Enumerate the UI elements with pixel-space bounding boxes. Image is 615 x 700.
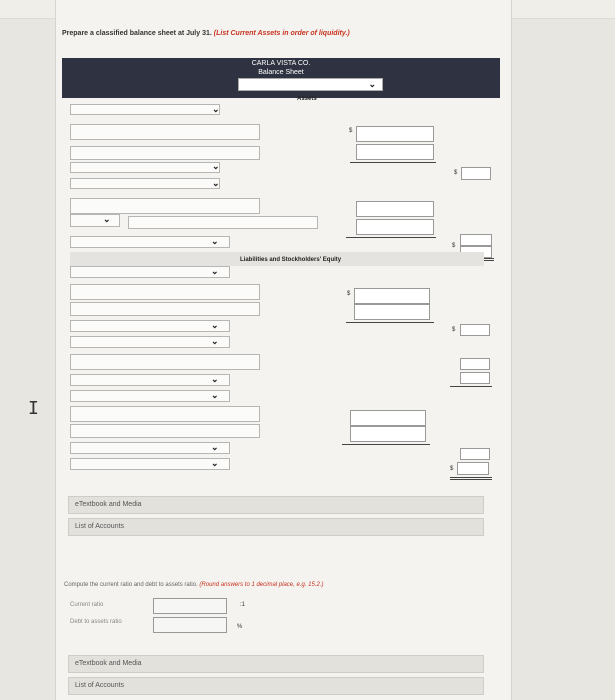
account-select[interactable] xyxy=(70,162,220,173)
dollar-sign: $ xyxy=(450,466,454,472)
account-select[interactable] xyxy=(70,178,220,189)
account-select[interactable] xyxy=(70,390,230,402)
total-line xyxy=(342,444,430,445)
debt-ratio-suffix: % xyxy=(237,624,243,630)
account-select[interactable] xyxy=(207,162,227,173)
account-select[interactable] xyxy=(70,266,230,278)
chevron-down-icon: ⌄ xyxy=(211,236,219,246)
amount-input[interactable] xyxy=(350,410,426,426)
account-select[interactable] xyxy=(70,442,230,454)
statement-title: Balance Sheet xyxy=(258,69,304,76)
amount-input[interactable] xyxy=(356,219,434,235)
double-underline xyxy=(450,477,492,480)
account-select[interactable] xyxy=(70,198,260,214)
dollar-sign: $ xyxy=(454,170,458,176)
debt-ratio-input[interactable] xyxy=(153,617,227,633)
account-select[interactable] xyxy=(70,146,260,160)
total-line xyxy=(350,162,436,163)
amount-input[interactable] xyxy=(356,144,434,160)
etextbook-link-2[interactable]: eTextbook and Media xyxy=(68,655,484,673)
account-select[interactable] xyxy=(70,320,230,332)
chevron-down-icon: ⌄ xyxy=(368,79,376,89)
account-select[interactable] xyxy=(70,406,260,422)
total-line xyxy=(450,386,492,387)
current-ratio-suffix: :1 xyxy=(240,602,246,608)
total-line xyxy=(346,237,436,238)
amount-input[interactable] xyxy=(460,448,490,460)
account-select[interactable] xyxy=(128,216,318,229)
chevron-down-icon: ⌄ xyxy=(211,266,219,276)
account-select[interactable] xyxy=(70,214,120,227)
account-select[interactable] xyxy=(70,236,230,248)
ratio-instructions-text: Compute the current ratio and debt to assets ratio. xyxy=(64,582,198,588)
account-select[interactable] xyxy=(70,354,260,370)
chevron-down-icon: ⌄ xyxy=(211,336,219,346)
liabilities-heading: Liabilities and Stockholders' Equity xyxy=(240,257,342,263)
account-select[interactable] xyxy=(70,374,230,386)
amount-input[interactable] xyxy=(354,288,430,304)
current-ratio-input[interactable] xyxy=(153,598,227,614)
chevron-down-icon: ⌄ xyxy=(212,178,220,188)
chevron-down-icon: ⌄ xyxy=(211,458,219,468)
chevron-down-icon: ⌄ xyxy=(211,442,219,452)
dollar-sign: $ xyxy=(349,128,353,134)
account-select[interactable] xyxy=(70,302,260,316)
dollar-sign: $ xyxy=(347,291,351,297)
chevron-down-icon: ⌄ xyxy=(103,214,111,224)
instructions-text: Prepare a classified balance sheet at July 31. xyxy=(62,30,212,37)
amount-input[interactable] xyxy=(460,234,492,246)
debt-ratio-label: Debt to assets ratio xyxy=(70,619,122,625)
account-select[interactable] xyxy=(70,424,260,438)
account-select[interactable] xyxy=(207,179,227,190)
amount-input[interactable] xyxy=(461,167,491,180)
amount-input[interactable] xyxy=(354,304,430,320)
list-of-accounts-link-2[interactable]: List of Accounts xyxy=(68,677,484,695)
account-select[interactable] xyxy=(70,124,260,140)
amount-input[interactable] xyxy=(460,358,490,370)
account-select[interactable] xyxy=(70,336,230,348)
account-select[interactable] xyxy=(207,105,227,116)
amount-input[interactable] xyxy=(356,201,434,217)
account-select[interactable] xyxy=(70,104,220,115)
assets-heading: Assets xyxy=(297,96,317,102)
amount-input[interactable] xyxy=(457,462,489,475)
amount-input[interactable] xyxy=(460,324,490,336)
text-cursor-icon: I xyxy=(28,398,39,419)
date-select[interactable] xyxy=(238,78,383,91)
ratio-instructions xyxy=(64,582,324,588)
amount-input[interactable] xyxy=(350,426,426,442)
total-line xyxy=(346,322,434,323)
current-ratio-label: Current ratio xyxy=(70,602,104,608)
ratio-instructions-hint: (Round answers to 1 decimal place, e.g. 15.2.) xyxy=(199,582,324,588)
instructions xyxy=(62,30,350,37)
list-of-accounts-link[interactable]: List of Accounts xyxy=(68,518,484,536)
etextbook-link[interactable]: eTextbook and Media xyxy=(68,496,484,514)
chevron-down-icon: ⌄ xyxy=(211,320,219,330)
amount-input[interactable] xyxy=(356,126,434,142)
account-select[interactable] xyxy=(70,458,230,470)
chevron-down-icon: ⌄ xyxy=(211,374,219,384)
instructions-hint: (List Current Assets in order of liquidity.) xyxy=(213,30,350,37)
chevron-down-icon: ⌄ xyxy=(212,104,220,114)
amount-input[interactable] xyxy=(460,372,490,384)
dollar-sign: $ xyxy=(452,243,456,249)
company-name: CARLA VISTA CO. xyxy=(251,60,311,67)
chevron-down-icon: ⌄ xyxy=(211,390,219,400)
dollar-sign: $ xyxy=(452,327,456,333)
account-select[interactable] xyxy=(70,284,260,300)
chevron-down-icon: ⌄ xyxy=(212,161,220,171)
